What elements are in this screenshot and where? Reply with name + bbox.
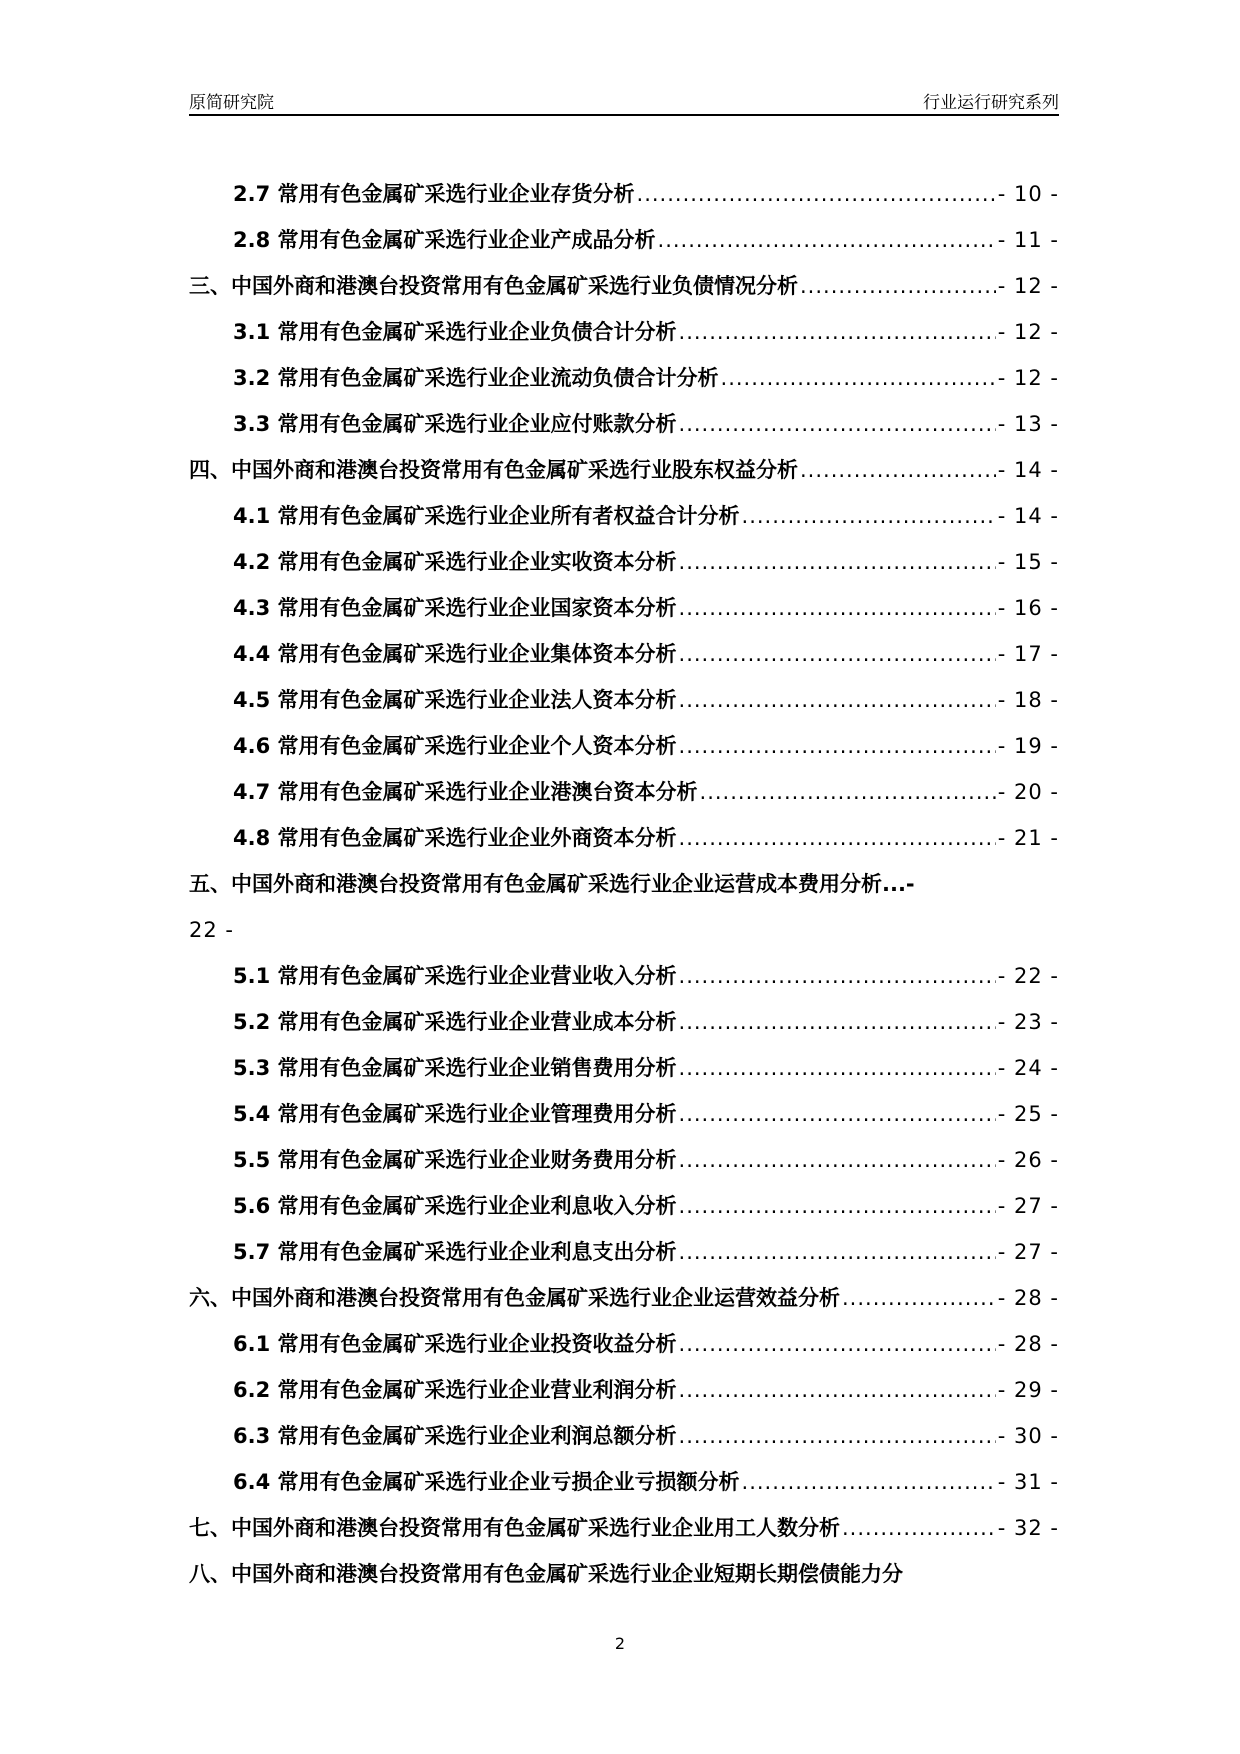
toc-leader-dots: [679, 723, 996, 769]
toc-entry-page: - 16 -: [997, 596, 1059, 620]
toc-entry-page: - 32 -: [997, 1516, 1059, 1540]
toc-entry-label: 2.8 常用有色金属矿采选行业企业产成品分析: [233, 228, 656, 252]
toc-leader-dots: [800, 263, 996, 309]
toc-entry-label: 4.5 常用有色金属矿采选行业企业法人资本分析: [233, 688, 677, 712]
toc-entry-page: - 25 -: [997, 1102, 1059, 1126]
toc-entry-last[interactable]: [189, 1551, 1059, 1597]
toc-entry-page: - 18 -: [997, 688, 1059, 712]
toc-leader-dots: [721, 355, 996, 401]
toc-entry-page: - 24 -: [997, 1056, 1059, 1080]
toc-entry[interactable]: [189, 1137, 1059, 1183]
toc-entry-page: - 21 -: [997, 826, 1059, 850]
toc-leader-dots: [679, 1137, 996, 1183]
toc-entry-label: 八、中国外商和港澳台投资常用有色金属矿采选行业企业短期长期偿债能力分: [189, 1562, 903, 1586]
toc-leader-dots: [679, 1321, 996, 1367]
toc-entry-page: - 30 -: [997, 1424, 1059, 1448]
toc-entry-page: - 12 -: [997, 320, 1059, 344]
toc-entry-label: 4.1 常用有色金属矿采选行业企业所有者权益合计分析: [233, 504, 740, 528]
toc-entry[interactable]: [189, 1459, 1059, 1505]
toc-entry-page: - 26 -: [997, 1148, 1059, 1172]
toc-entry-page: - 19 -: [997, 734, 1059, 758]
toc-entry-label: 5.1 常用有色金属矿采选行业企业营业收入分析: [233, 964, 677, 988]
toc-entry-label: 五、中国外商和港澳台投资常用有色金属矿采选行业企业运营成本费用分析...-: [189, 872, 915, 896]
toc-entry-page: - 28 -: [997, 1286, 1059, 1310]
toc-leader-dots: [742, 1459, 996, 1505]
toc-leader-dots: [679, 1367, 996, 1413]
toc-entry-page: - 28 -: [997, 1332, 1059, 1356]
toc-entry-page: - 29 -: [997, 1378, 1059, 1402]
toc-leader-dots: [679, 401, 996, 447]
toc-entry[interactable]: [189, 1091, 1059, 1137]
toc-entry[interactable]: [189, 1229, 1059, 1275]
toc-entry[interactable]: [189, 447, 1059, 493]
toc-entry-label: 4.8 常用有色金属矿采选行业企业外商资本分析: [233, 826, 677, 850]
toc-leader-dots: [679, 677, 996, 723]
toc-leader-dots: [679, 1413, 996, 1459]
toc-entry[interactable]: [189, 999, 1059, 1045]
toc-entry-label: 3.2 常用有色金属矿采选行业企业流动负债合计分析: [233, 366, 719, 390]
toc-entry-page: - 14 -: [997, 504, 1059, 528]
toc-leader-dots: [679, 539, 996, 585]
toc-entry-page: - 15 -: [997, 550, 1059, 574]
toc-leader-dots: [679, 1045, 996, 1091]
toc-entry-label: 5.2 常用有色金属矿采选行业企业营业成本分析: [233, 1010, 677, 1034]
toc-entry-label: 5.4 常用有色金属矿采选行业企业管理费用分析: [233, 1102, 677, 1126]
toc-leader-dots: [842, 1505, 996, 1551]
toc-entry[interactable]: [189, 493, 1059, 539]
toc-entry[interactable]: [189, 355, 1059, 401]
toc-entry[interactable]: [189, 309, 1059, 355]
toc-entry-label: 5.6 常用有色金属矿采选行业企业利息收入分析: [233, 1194, 677, 1218]
toc-entry-label: 6.4 常用有色金属矿采选行业企业亏损企业亏损额分析: [233, 1470, 740, 1494]
toc-entry-page: - 12 -: [997, 366, 1059, 390]
toc-entry-page: - 27 -: [997, 1194, 1059, 1218]
toc-entry-page: 22 -: [189, 918, 234, 942]
toc-entry-label: 4.7 常用有色金属矿采选行业企业港澳台资本分析: [233, 780, 698, 804]
toc-entry-page: - 12 -: [997, 274, 1059, 298]
toc-entry[interactable]: [189, 1413, 1059, 1459]
toc-entry-page: - 27 -: [997, 1240, 1059, 1264]
toc-entry[interactable]: [189, 1045, 1059, 1091]
toc-leader-dots: [679, 1091, 996, 1137]
toc-entry-label: 4.4 常用有色金属矿采选行业企业集体资本分析: [233, 642, 677, 666]
toc-part-2: [189, 953, 1059, 1551]
toc-entry-label: 6.2 常用有色金属矿采选行业企业营业利润分析: [233, 1378, 677, 1402]
table-of-contents: [189, 171, 1059, 1597]
toc-entry-label: 4.2 常用有色金属矿采选行业企业实收资本分析: [233, 550, 677, 574]
toc-entry[interactable]: [189, 171, 1059, 217]
toc-leader-dots: [679, 815, 996, 861]
toc-leader-dots: [679, 999, 996, 1045]
toc-entry-label: 3.3 常用有色金属矿采选行业企业应付账款分析: [233, 412, 677, 436]
toc-entry[interactable]: [189, 815, 1059, 861]
toc-entry[interactable]: [189, 1505, 1059, 1551]
toc-entry[interactable]: [189, 263, 1059, 309]
toc-entry-page: - 31 -: [997, 1470, 1059, 1494]
toc-entry-label: 六、中国外商和港澳台投资常用有色金属矿采选行业企业运营效益分析: [189, 1286, 840, 1310]
toc-leader-dots: [679, 1183, 996, 1229]
toc-entry-page: - 20 -: [997, 780, 1059, 804]
toc-entry-label: 2.7 常用有色金属矿采选行业企业存货分析: [233, 182, 635, 206]
toc-entry[interactable]: [189, 769, 1059, 815]
toc-entry-label: 5.5 常用有色金属矿采选行业企业财务费用分析: [233, 1148, 677, 1172]
toc-leader-dots: [800, 447, 996, 493]
toc-leader-dots: [679, 953, 996, 999]
toc-entry-page: - 14 -: [997, 458, 1059, 482]
toc-entry[interactable]: [189, 1367, 1059, 1413]
toc-entry[interactable]: [189, 953, 1059, 999]
toc-entry-wrapped[interactable]: [189, 861, 1059, 953]
toc-leader-dots: [679, 585, 996, 631]
toc-entry-label: 6.1 常用有色金属矿采选行业企业投资收益分析: [233, 1332, 677, 1356]
header-series: 行业运行研究系列: [923, 93, 1059, 113]
toc-entry-label: 5.3 常用有色金属矿采选行业企业销售费用分析: [233, 1056, 677, 1080]
toc-entry-page: - 10 -: [997, 182, 1059, 206]
toc-leader-dots: [658, 217, 996, 263]
toc-entry-label: 3.1 常用有色金属矿采选行业企业负债合计分析: [233, 320, 677, 344]
toc-leader-dots: [742, 493, 996, 539]
toc-entry-label: 四、中国外商和港澳台投资常用有色金属矿采选行业股东权益分析: [189, 458, 798, 482]
toc-entry-label: 5.7 常用有色金属矿采选行业企业利息支出分析: [233, 1240, 677, 1264]
page-number: 2: [614, 1634, 626, 1653]
toc-entry-page: - 22 -: [997, 964, 1059, 988]
toc-leader-dots: [637, 171, 996, 217]
toc-entry-label: 4.6 常用有色金属矿采选行业企业个人资本分析: [233, 734, 677, 758]
header-rule: [189, 114, 1059, 116]
toc-entry-page: - 17 -: [997, 642, 1059, 666]
toc-entry[interactable]: [189, 585, 1059, 631]
toc-entry[interactable]: [189, 1183, 1059, 1229]
toc-entry-page: - 13 -: [997, 412, 1059, 436]
toc-entry-label: 6.3 常用有色金属矿采选行业企业利润总额分析: [233, 1424, 677, 1448]
page-header: [189, 88, 1059, 114]
toc-entry[interactable]: [189, 401, 1059, 447]
toc-leader-dots: [679, 1229, 996, 1275]
toc-entry-label: 三、中国外商和港澳台投资常用有色金属矿采选行业负债情况分析: [189, 274, 798, 298]
header-org: 原简研究院: [189, 93, 274, 113]
toc-entry[interactable]: [189, 677, 1059, 723]
toc-leader-dots: [842, 1275, 996, 1321]
toc-entry[interactable]: [189, 631, 1059, 677]
toc-entry-label: 七、中国外商和港澳台投资常用有色金属矿采选行业企业用工人数分析: [189, 1516, 840, 1540]
toc-entry[interactable]: [189, 539, 1059, 585]
toc-entry-page: - 11 -: [997, 228, 1059, 252]
toc-entry-label: 4.3 常用有色金属矿采选行业企业国家资本分析: [233, 596, 677, 620]
toc-entry[interactable]: [189, 217, 1059, 263]
toc-entry-page: - 23 -: [997, 1010, 1059, 1034]
toc-entry[interactable]: [189, 1321, 1059, 1367]
toc-leader-dots: [700, 769, 996, 815]
toc-leader-dots: [679, 631, 996, 677]
toc-part-1: [189, 171, 1059, 861]
toc-entry[interactable]: [189, 1275, 1059, 1321]
toc-leader-dots: [679, 309, 996, 355]
toc-entry[interactable]: [189, 723, 1059, 769]
